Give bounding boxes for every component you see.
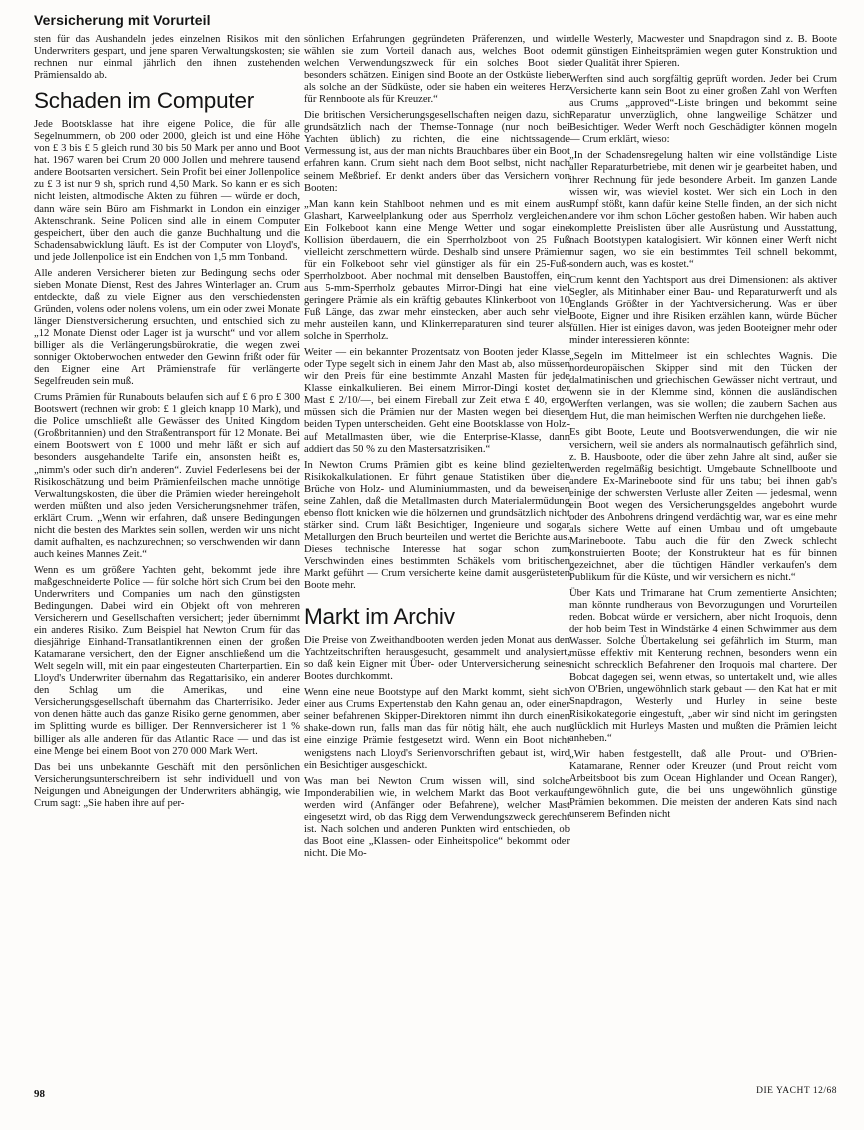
paragraph: Crum kennt den Yachtsport aus drei Dimensionen: als aktiver Segler, als Mitinhaber einer Bau- und Reparaturwerft und als Englands Größter in der Yachtversicherung. Was er über Boote, Eigner und ihre Risiken erzählen kann, würde Bücher füllen. Hier ist einiges davon, was jeden Booteigner mehr oder minder interessieren könnte: <box>569 274 837 347</box>
section-title: Versicherung mit Vorurteil <box>34 12 211 28</box>
paragraph: „Segeln im Mittelmeer ist ein schlechtes Wagnis. Die nordeuropäischen Skipper sind mit den Tücken der dalmatinischen und griechischen Gewässer nicht vertraut, und wenn sie in der Klemme sind, können die ausländischen Werften verlangen, was sie wollen; die zaubern Sachen aus dem Hut, die man heimischen Werften nie durchgehen ließe. <box>569 351 837 423</box>
magazine-issue: DIE YACHT 12/68 <box>756 1086 837 1096</box>
paragraph: Die britischen Versicherungsgesellschaften neigen dazu, sich grundsätzlich nach der Themse-Tonnage (nur noch bei Yachten üblich) zu richten, die eine nichtssagende Vermessung ist, aus der man nichts Brauchbares über ein Boot erfahren kann. Crum sieht nach dem Boot selbst, nicht nach seinem Meßbrief. Er denkt anders über das Versichern von Booten: <box>304 110 570 194</box>
paragraph: delle Westerly, Macwester und Snapdragon sind z. B. Boote mit günstigen Einheitsprämien wegen guter Konstruktion und der Qualität ihrer Spieren. <box>569 34 837 70</box>
paragraph: Die Preise von Zweithandbooten werden jeden Monat aus den Yachtzeitschriften herausgesucht, gesammelt und analysiert, so daß kein Eigner mit Über- oder Unterversicherung seines Bootes durchkommt. <box>304 635 570 683</box>
paragraph: Über Kats und Trimarane hat Crum zementierte Ansichten; man könnte rundheraus von Bevorzugungen und Vorurteilen reden. Bobcat würde er versichern, aber nicht Iroquois, denn der hob beim Test in Windstärke 4 einen Schwimmer aus dem Wasser. Solche Übertakelung sei gefährlich im Sturm, man müsse effektiv mit Kenterung rechnen, besonders wenn ein nicht schrecklich Befahrener den Iroquois mal chartere. Der Bobcat dagegen sei, wenn etwas, so untertakelt und, wie alles von O'Brien, ungewöhnlich stark gebaut — den Kat hat er mit Snapdragon, Westerly und Hurley in seine beste Risikokategorie eingestuft, „aber wir sind nicht im geringsten glücklich mit Hurleys Masten und mußten die Prämien leicht anheben.“ <box>569 588 837 744</box>
paragraph: „In der Schadensregelung halten wir eine vollständige Liste aller Reparaturbetriebe, mit denen wir je gearbeitet haben, und ihrer Rechnung für jede besondere Arbeit. Im ganzen Lande wissen wir, was wieviel kostet. Wer sich ein Loch in den Rumpf stößt, kann dafür keine Stelle finden, an der sich nicht andere vor ihm schon Löcher gestoßen haben. Wir haben auch komplette Preislisten über alle Ausrüstung und Ausstattung, nach Bootstypen katalogisiert. Wir können einer Werft nicht nur sagen, wo sie ein bestimmtes Teil schnell bekommt, sondern auch, was es kostet.“ <box>569 150 837 270</box>
paragraph: Weiter — ein bekannter Prozentsatz von Booten jeder Klasse oder Type segelt sich in einem Jahr den Mast ab, also müssen wir den Preis für eine bestimmte Anzahl Masten für jede Klasse einkalkulieren. Bei einem Mirror-Dingi kostet der Mast £ 2/10/—, bei einem Fireball zur Zeit etwa £ 40, ergo müssen sich die Prämien nur der Masten wegen bei diesen beiden Typen unterscheiden. Geht eine Bootsklasse von Holz- auf Metallmasten über, wie die Enterprise-Klasse, dann addiert das 50 % zu den Mastersatzrisiken.“ <box>304 347 570 455</box>
paragraph: Es gibt Boote, Leute und Bootsverwendungen, die wir nie versichern, weil sie anders als normalnautisch gefährlich sind, z. B. Hausboote, oder die über zehn Jahre alt sind, außer sie werden regelmäßig besichtigt. Umgebaute Schnellboote und andere Ex-Marineboote sind für uns tabu; bei ihnen gab's einige der schwersten Verluste aller Zeiten — jedesmal, wenn ein Boot wegen des Versicherungsgeldes angebohrt wurde oder des Anbohrens dringend verdächtig war, war es eine mehr als sichere Wette auf einen Umbau und oft umgebaute Marineboote. Tabu auch die für den Zweck schlecht konstruierten Boote; der Konstrukteur hat es für binnen gezeichnet, aber die tüchtigen Händler verkaufen's dem Publikum für die Küste, und wir versichern es nicht.“ <box>569 427 837 584</box>
page-number: 98 <box>34 1088 45 1100</box>
paragraph: Werften sind auch sorgfältig geprüft worden. Jeder bei Crum Versicherte kann sein Boot zu einer großen Zahl von Werften aus Crums „approved“-Liste bringen und bekommt seine Reparatur unverzüglich, ohne langweilige Schätzer und Besichtiger. Weder Werft noch Geschädigter können mogeln — Crum erklärt, wieso: <box>569 74 837 146</box>
paragraph: sönlichen Erfahrungen gegründeten Präferenzen, und wir wählen sie zum Vorteil danach aus, welches Boot oder welchen Verwendungszweck für ein solches Boot sie besonders schätzen. Einigen sind Boote an der Ostküste lieber als solche an der Südküste, oder sie haben ein weiteres Herz für Rennboote als für Kreuzer.“ <box>304 34 570 106</box>
paragraph: Crums Prämien für Runabouts belaufen sich auf £ 6 pro £ 300 Bootswert (rechnen wir grob: £ 1 gleich knapp 10 Mark), und die Police umschließt alle Gewässer des United Kingdom (Großbritannien) und den Straßentransport für 12 Monate. Bei einem Bootswert von £ 1000 und mehr läßt er sich auf besonders ausgehandelte Tarife ein, ansonsten heißt es, „nimm's oder such dir'n anderen“. Zuviel Federlesens bei der Risikoschätzung und beim Prämienfeilschen mache unnötige Verwaltungskosten, die über die Prämien wieder hereingeholt werden müßten und also jeden Versicherungsnehmer träfen, erklärt Crum. „Wenn wir erfahren, daß unsere Bedingungen nicht die besten des Marktes sein sollen, werden wir uns nicht damit aufhalten, es nachzurechnen; so verschwenden wir dann auch keines Mannes Zeit.“ <box>34 392 300 560</box>
paragraph: Alle anderen Versicherer bieten zur Bedingung sechs oder sieben Monate Dienst, Rest des Jahres Winterlager an. Crum entdeckte, daß zu viele Eigner aus den verschiedensten Gründen, volens oder nolens volens, um ein oder zwei Monate länger Dienstversicherung ersuchten, und entschied sich zu „12 Monate Dienst oder Lager ist ja wurscht“ und vor allem billiger als die Verlängerungsbürokratie, die wegen zwei sonniger Oktoberwochen entweder den Gewinn frißt oder für den Eigner eine Art Prämienstrafe für verlängerte Segelfreuden sein muß. <box>34 267 300 388</box>
section-heading: Schaden im Computer <box>34 88 255 114</box>
paragraph: „Man kann kein Stahlboot nehmen und es mit einem aus Glashart, Karweelplankung oder aus Sperrholz vergleichen. Ein Folkeboot kann eine Menge Wetter und sogar eine Kollision überdauern, die ein Sperrholzboot von 25 Fuß vielleicht zerschmettern würde. Deshalb sind unsere Prämien für ein Folkeboot sehr viel günstiger als für ein 25-Fuß-Sperrholzboot. Aber nochmal mit denselben Baustoffen, ein aus 5-mm-Sperrholz gebautes Mirror-Dingi hat eine viel geringere Prämie als ein kräftig gebautes Klinkerboot von 10 Fuß Länge, das zwar mehr einstecken, aber auch sehr viel mehr austeilen kann, und Klinkerreparaturen sind teurer als solche in Sperrholz. <box>304 198 570 343</box>
text-column-3 <box>569 34 837 825</box>
paragraph: Das bei uns unbekannte Geschäft mit den persönlichen Versicherungsunterschreibern ist sehr individuell und von Neigungen und Abneigungen der Underwriters abhängig, wie Crum sagt: „Sie haben ihre auf per- <box>34 761 300 809</box>
text-column-2 <box>304 34 570 864</box>
paragraph: sten für das Aushandeln jedes einzelnen Risikos mit den Underwriters gespart, und jene sparen Verwaltungskosten; sie rechnen nur einmal jährlich den ihnen zustehenden Prämiensaldo ab. <box>34 34 300 82</box>
text-column-1 <box>34 34 300 814</box>
paragraph: Wenn es um größere Yachten geht, bekommt jede ihre maßgeschneiderte Police — für solche hört sich Crum bei den Underwriters und Companies um nach den günstigsten Bedingungen. Dabei wird ein Objekt oft von mehreren Versicherern und Gesellschaften versichert; jeder übernimmt ein anderes Risiko. Zum Beispiel hat Newton Crum für das diesjährige Einhand-Transatlantikrennen einen der großen Katamarane versichert, den der Eigner anschließend um die Welt segeln will, mit ein paar eingesteuten Charterpartien. Ein Lloyd's Underwriter übernahm das Regattarisiko, ein anderer den Schlag um die Amerikas, und eine Versicherungsgesellschaft übernahm das Charterrisiko. Jeder von denen hätte auch das ganze Risiko gerne genommen, aber im Splitting wurde es billiger. Der Rennversicherer ist 1 % billiger als alle anderen für das Atlantic Race — und das ist eine Menge bei einem Boot von 270 000 Mark Wert. <box>34 564 300 757</box>
paragraph: „Wir haben festgestellt, daß alle Prout- und O'Brien-Katamarane, Renner oder Kreuzer (und Prout reicht vom Arbeitsboot bis zum Ocean Highlander und Ocean Ranger), ungewöhnlich gute, die bei uns ungewöhnlich günstige Prämien bekommen. Die meisten der anderen Kats sind nach unserem Befinden nicht <box>569 748 837 820</box>
paragraph: Wenn eine neue Bootstype auf den Markt kommt, sieht sich einer aus Crums Expertenstab den Kahn genau an, oder einer seiner befahrenen Skipper-Direktoren nimmt ihn durch einen shake-down run, falls man das für nötig hält, ehe auch nur eine einzige Prämie festgesetzt wird. Wenn ein Boot nicht wenigstens nach Lloyd's Serienvorschriften gebaut ist, wird ein Besichtiger ausgeschickt. <box>304 687 570 771</box>
paragraph: Jede Bootsklasse hat ihre eigene Police, die für alle Segelnummern, ob 200 oder 2000, gleich ist und eine Höhe von £ 3 bis £ 5 gleich rund 30 bis 50 Mark per anno und Boot hat. 1967 waren bei Crum 20 000 Jollen und mehrere tausend andere Bootsarten versichert. Sein Profit bei einer Jollenpolice zu £ 3 ist nur 9 sh, sprich rund 4,50 Mark. So kann er es sich nicht leisten, altmodische Akten zu führen — würde er doch, dann wäre sein Büro am Fishmarkt in London ein einziger Aktenschrank. Seine Policen sind alle in einem Computer gespeichert, über den auch die ganze Buchhaltung und die Schadensabwicklung läuft. Es ist der Computer von Lloyd's, und jede Jollenpolice ist ein Endchen von 1,5 mm Tonband. <box>34 119 300 263</box>
paragraph: In Newton Crums Prämien gibt es keine blind gezielten Risikokalkulationen. Er führt genaue Statistiken über die Brüche von Holz- und Aluminiummasten, und da beweisen seine Zahlen, daß die Metallmasten durch Materialermüdung ebenso flott knicken wie die hölzernen und grundsätzlich nicht stärker sind. Crum läßt Besichtiger, Ingenieure und sogar Metallurgen den Bruch beurteilen und wertet die Berichte aus. Dieses technische Interesse hat sogar schon zum Verschwinden eines bestimmten Schäkels vom britischen Markt geführt — Crum versicherte keine damit ausgerüsteten Boote mehr. <box>304 459 570 592</box>
paragraph: Was man bei Newton Crum wissen will, sind solche Imponderabilien wie, in welchem Markt das Boot verkauft werden wird (Anfänger oder Befahrene), welcher Mast eingesetzt wird, ob das Rigg dem Verwendungszweck gerecht ist. Nach solchen und anderen Punkten wird entschieden, ob das Boot eine „Klassen- oder Einheitspolice“ bekommt oder nicht. Die Mo- <box>304 775 570 859</box>
section-heading: Markt im Archiv <box>304 604 455 630</box>
